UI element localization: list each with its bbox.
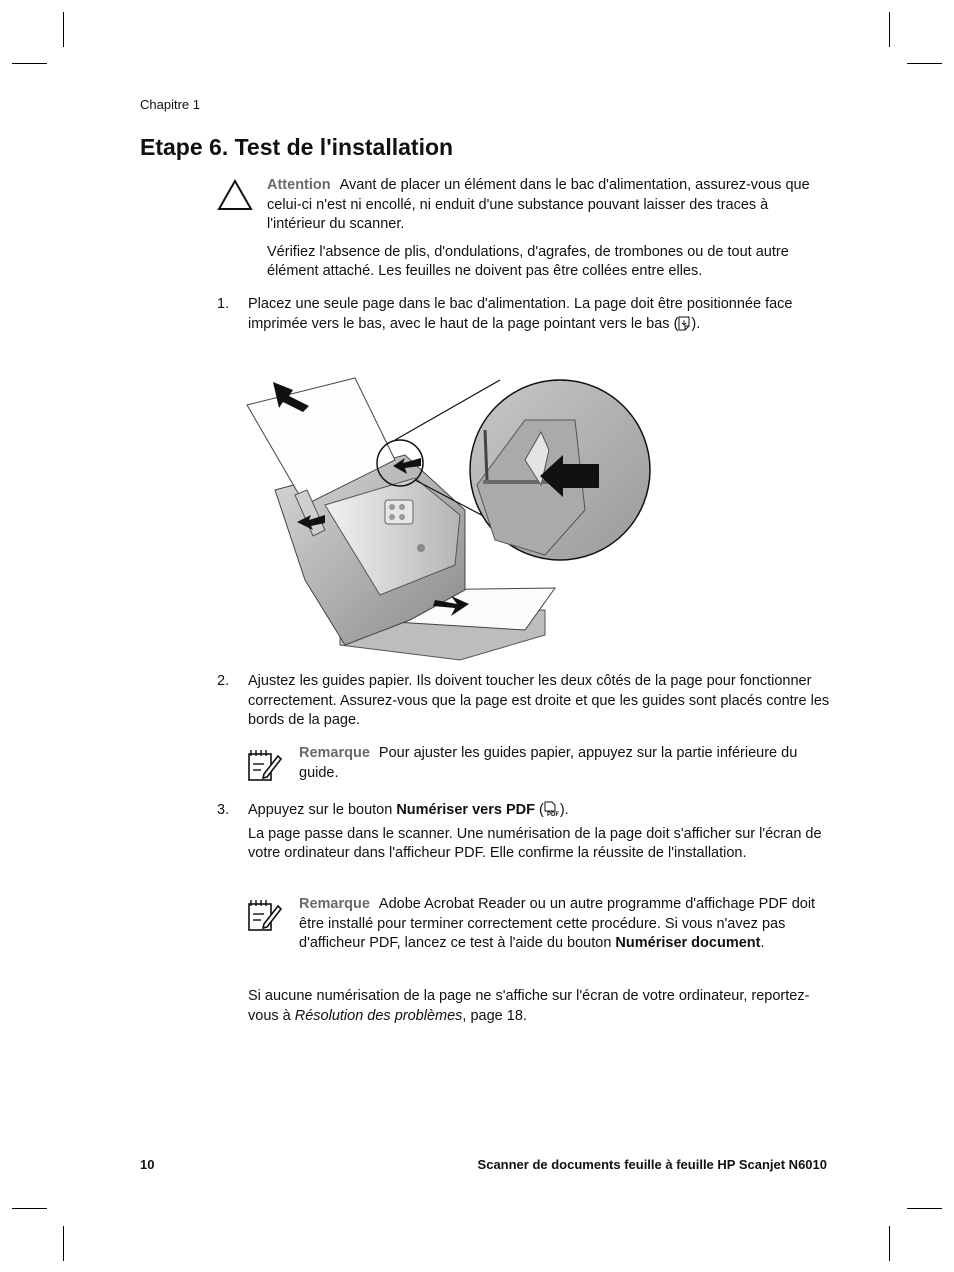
closing-paragraph <box>248 987 830 1026</box>
chapter-header: Chapitre 1 <box>140 97 200 112</box>
note-2-bold: Numériser document <box>615 935 761 951</box>
step-3-text <box>248 801 830 864</box>
note-1-text: Pour ajuster les guides papier, appuyez sur la partie inférieure du guide. <box>299 745 798 781</box>
note-icon <box>246 748 282 782</box>
caution-label: Attention <box>267 177 331 193</box>
note-2-text-b: . <box>760 935 765 951</box>
caution-paragraph-2: Vérifiez l'absence de plis, d'ondulations, d'agrafes, de trombones ou de tout autre élément attaché. Les feuilles ne doivent pas être collées entre elles. <box>267 243 789 279</box>
page-number: 10 <box>140 1157 155 1172</box>
step-3-followup: La page passe dans le scanner. Une numérisation de la page doit s'afficher sur l'écran de votre ordinateur dans l'afficheur PDF. Elle confirme la réussite de l'installation. <box>248 825 822 861</box>
step-3-bold: Numériser vers PDF <box>396 802 535 818</box>
step-1-text-a: Placez une seule page dans le bac d'alimentation. La page doit être positionnée face imprimée vers le bas, avec le haut de la page pointant vers le bas ( <box>248 296 793 332</box>
scan-to-pdf-icon <box>544 801 560 817</box>
scanner-illustration <box>245 360 655 668</box>
svg-text:PDF: PDF <box>546 812 559 817</box>
step-3-text-c: ). <box>559 802 569 818</box>
note-1 <box>299 744 829 783</box>
caution-triangle-icon <box>217 179 253 211</box>
caution-text: Avant de placer un élément dans le bac d'alimentation, assurez-vous que celui-ci n'est ni encollé, ni enduit d'une substance pouvant laisser des traces à l'intérieur du scanner. <box>267 177 810 232</box>
step-1-text-b: ). <box>691 315 701 332</box>
crop-mark <box>889 12 890 47</box>
note-label: Remarque <box>299 745 370 761</box>
closing-text-b: , page 18. <box>462 1007 527 1024</box>
note-icon <box>246 898 282 932</box>
page-orientation-icon <box>678 316 691 331</box>
closing-text-a: Si aucune numérisation de la page ne s'affiche sur l'écran de votre ordinateur, reportez-vous à <box>248 988 810 1024</box>
step-3-text-a: Appuyez sur le bouton <box>248 802 397 818</box>
step-1-text <box>248 295 830 334</box>
troubleshooting-link[interactable]: Résolution des problèmes <box>294 1007 463 1024</box>
step-number: 1. <box>217 296 230 312</box>
step-number: 2. <box>217 673 230 689</box>
step-3-instruction <box>248 801 830 821</box>
crop-mark <box>907 63 942 64</box>
note-2-text-a: Adobe Acrobat Reader ou un autre programme d'affichage PDF doit être installé pour terminer correctement cette procédure. Si vous n'avez pas d'afficheur PDF, lancez ce test à l'aide du bouton <box>299 896 816 951</box>
note-2 <box>299 895 829 954</box>
step-2-text: Ajustez les guides papier. Ils doivent toucher les deux côtés de la page pour fonctionner correctement. Assurez-vous que la page est droite et que les guides sont placés contre les bords de la page. <box>248 673 830 728</box>
caution-paragraph <box>267 176 829 235</box>
step-number: 3. <box>217 802 230 818</box>
note-label: Remarque <box>299 896 370 912</box>
crop-mark <box>907 1208 942 1209</box>
footer-product: Scanner de documents feuille à feuille HP Scanjet N6010 <box>477 1157 827 1172</box>
crop-mark <box>63 12 64 47</box>
crop-mark <box>12 63 47 64</box>
step-3-text-b: ( <box>534 802 544 818</box>
crop-mark <box>889 1226 890 1261</box>
caution-block <box>267 176 829 282</box>
crop-mark <box>12 1208 47 1209</box>
crop-mark <box>63 1226 64 1261</box>
page-title: Etape 6. Test de l'installation <box>140 134 454 160</box>
